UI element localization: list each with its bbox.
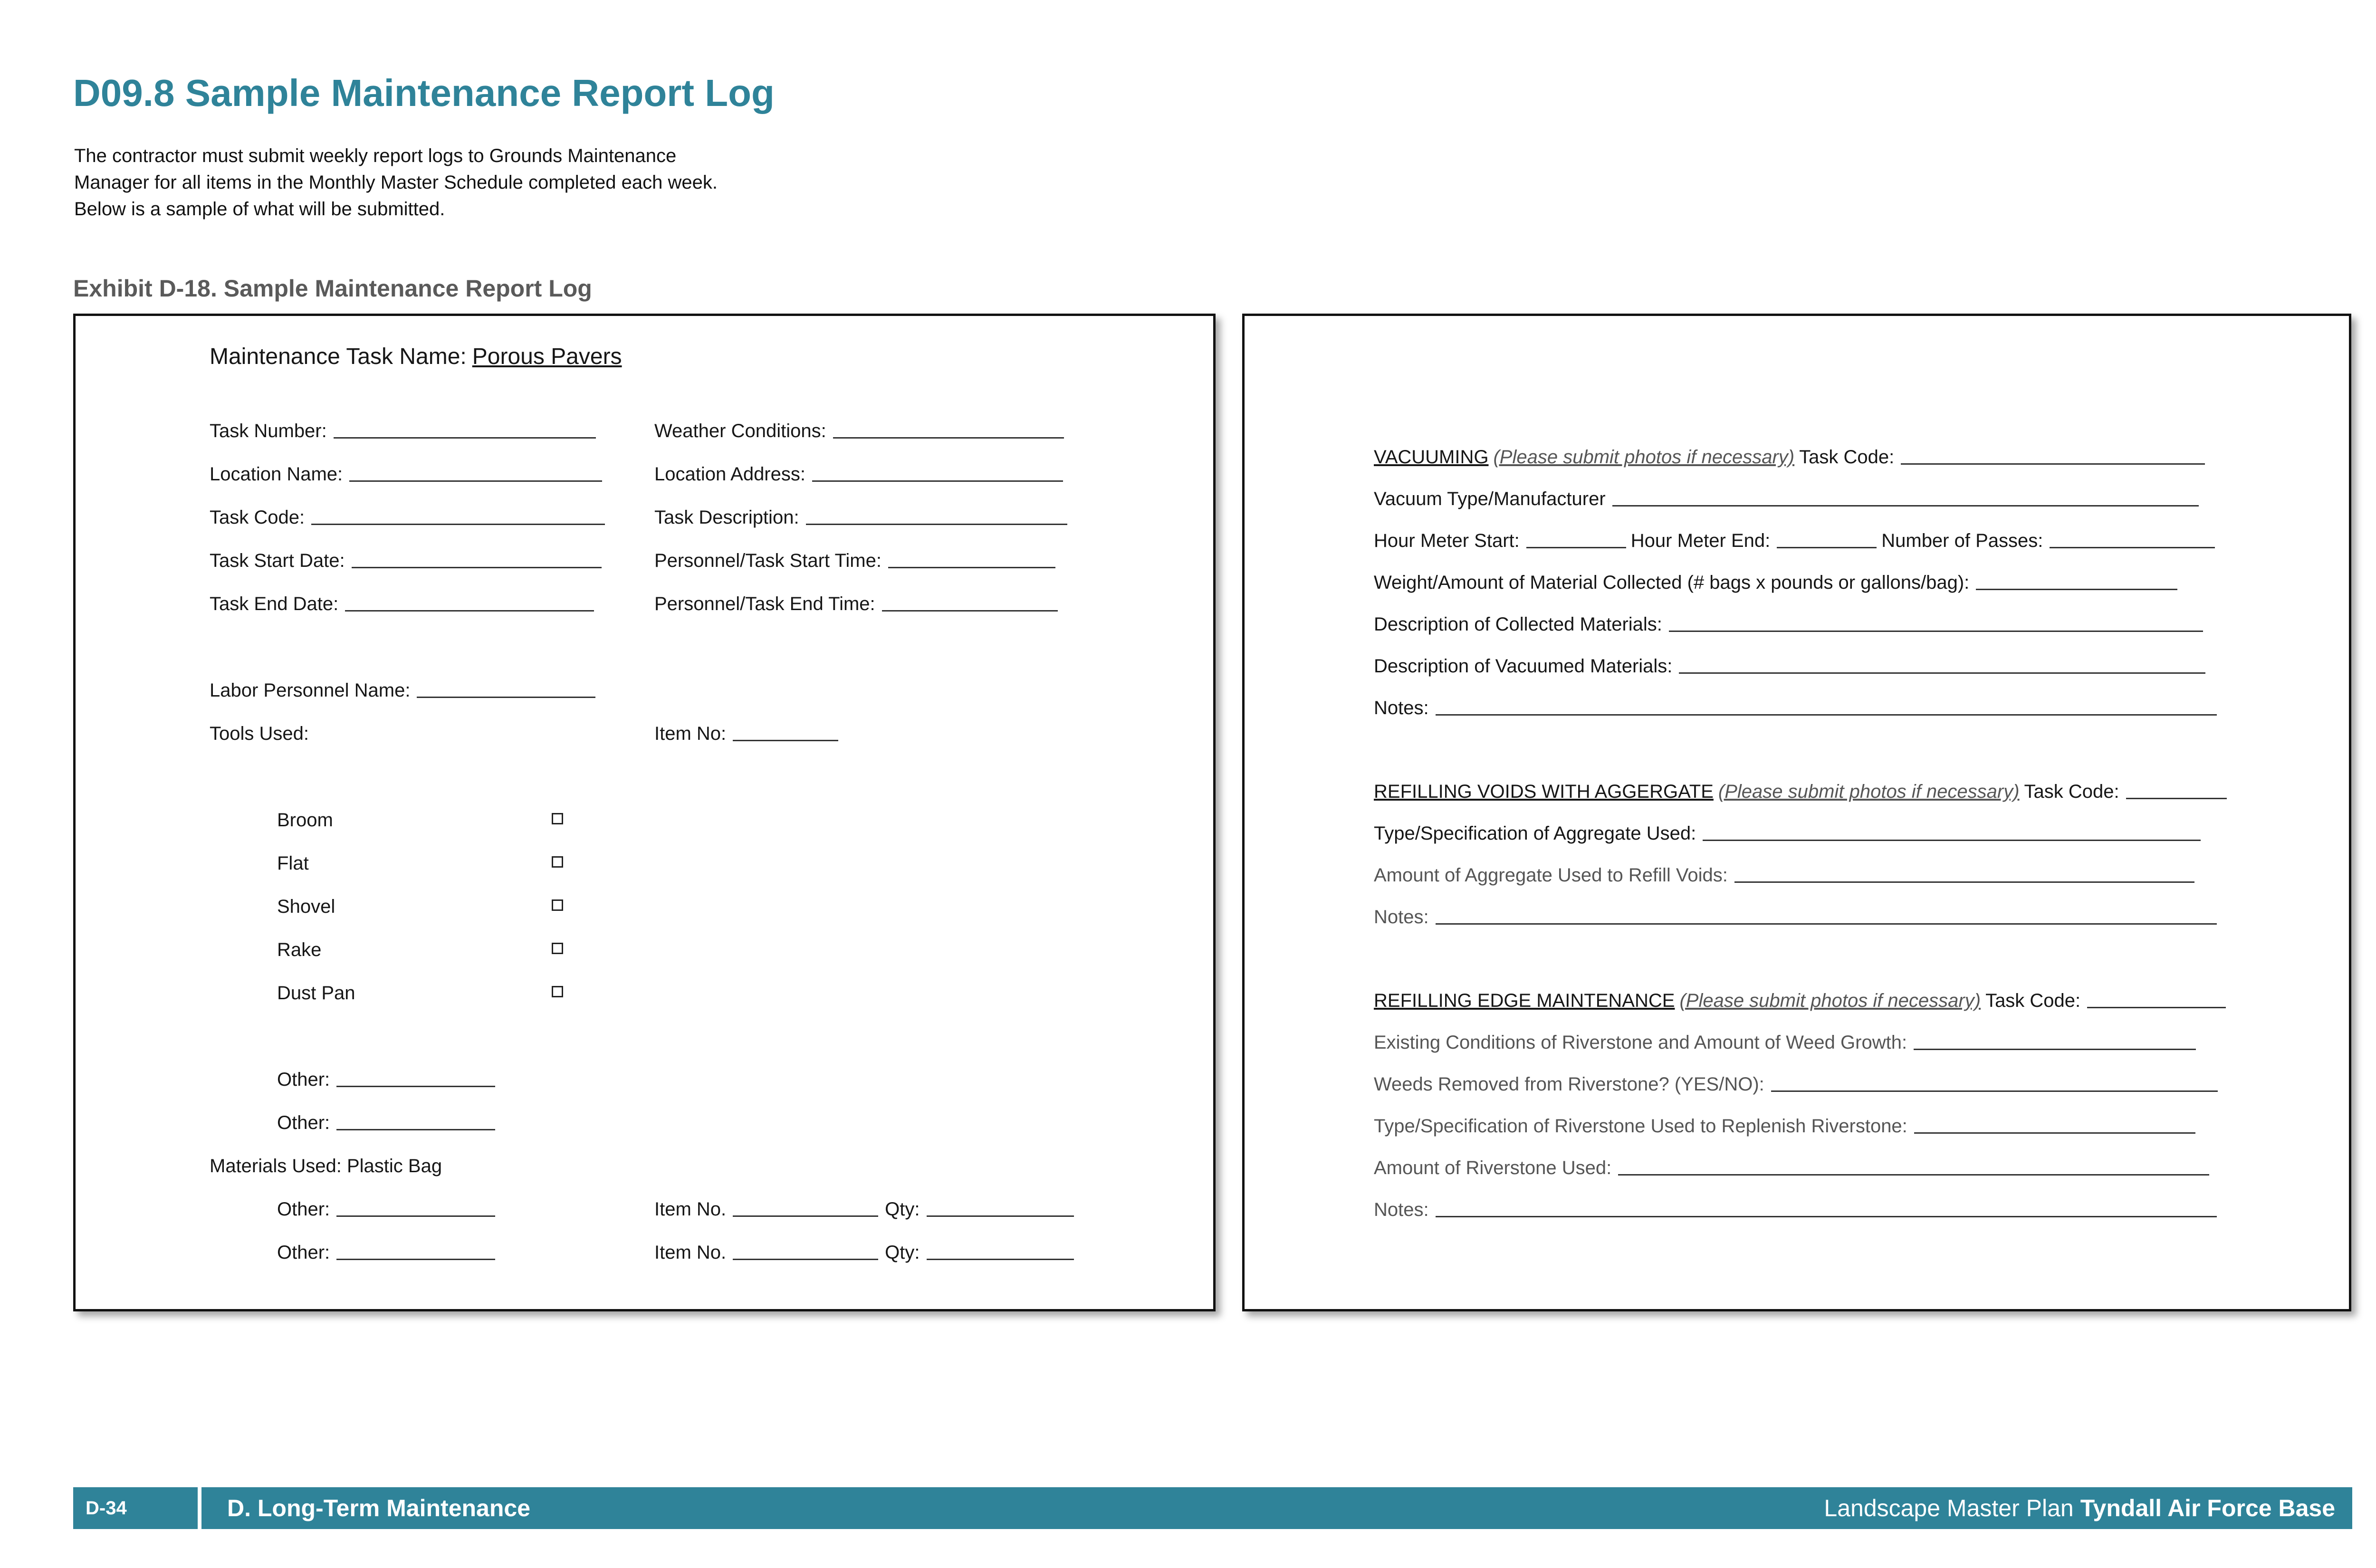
field-label: Notes:: [1374, 1199, 1429, 1220]
field-label: Other:: [277, 1199, 330, 1220]
personnel-end-time-field[interactable]: [654, 594, 1058, 613]
task-description-field[interactable]: [654, 508, 1067, 527]
existing-conditions-field[interactable]: [1374, 1033, 2196, 1052]
photos-note: (Please submit photos if necessary): [1493, 447, 1795, 468]
field-label: Personnel/Task Start Time:: [654, 550, 881, 571]
tool-rake-label: Rake: [277, 939, 322, 960]
material-item-qty-row[interactable]: [654, 1200, 1074, 1219]
field-label: Number of Passes:: [1881, 530, 2043, 551]
tool-broom-label: Broom: [277, 810, 333, 831]
vacuuming-notes-field[interactable]: [1374, 698, 2217, 717]
field-label: Task Description:: [654, 507, 799, 528]
field-label: Task Number:: [210, 421, 327, 441]
task-name-value: Porous Pavers: [472, 344, 622, 369]
personnel-start-time-field[interactable]: [654, 551, 1055, 570]
field-label: Personnel/Task End Time:: [654, 593, 875, 614]
page-heading: D09.8 Sample Maintenance Report Log: [73, 72, 775, 114]
field-label: Notes:: [1374, 698, 1429, 718]
field-label: Task Start Date:: [210, 550, 345, 571]
tool-shovel-checkbox[interactable]: [552, 899, 563, 911]
materials-used-label: Materials Used: Plastic Bag: [210, 1156, 442, 1176]
photos-note: (Please submit photos if necessary): [1679, 990, 1981, 1011]
field-label: Task Code:: [2024, 781, 2119, 802]
refilling-edge-title: REFILLING EDGE MAINTENANCE: [1374, 990, 1675, 1011]
tool-dust-pan-label: Dust Pan: [277, 983, 355, 1004]
tool-dust-pan-checkbox[interactable]: [552, 986, 563, 997]
field-label: Location Name:: [210, 464, 343, 485]
hour-meter-row[interactable]: [1374, 531, 2215, 550]
footer-base-name: Tyndall Air Force Base: [2080, 1495, 2335, 1521]
refilling-voids-notes-field[interactable]: [1374, 908, 2217, 927]
field-label: Notes:: [1374, 907, 1429, 927]
vacuum-type-field[interactable]: [1374, 489, 2199, 508]
field-label: Amount of Riverstone Used:: [1374, 1157, 1612, 1178]
field-label: Task Code:: [210, 507, 305, 528]
field-label: Task Code:: [1799, 447, 1895, 468]
tool-broom-checkbox[interactable]: [552, 813, 563, 824]
field-label: Qty:: [885, 1199, 920, 1220]
aggregate-type-field[interactable]: [1374, 824, 2201, 843]
riverstone-amount-field[interactable]: [1374, 1158, 2209, 1177]
field-label: Weeds Removed from Riverstone? (YES/NO):: [1374, 1074, 1764, 1095]
field-label: Item No.: [654, 1242, 727, 1263]
field-label: Location Address:: [654, 464, 805, 485]
field-label: Other:: [277, 1112, 330, 1133]
riverstone-type-field[interactable]: [1374, 1117, 2195, 1136]
tool-other-field[interactable]: [277, 1113, 495, 1132]
aggregate-amount-field[interactable]: [1374, 866, 2194, 885]
field-label: Labor Personnel Name:: [210, 680, 411, 701]
weight-amount-field[interactable]: [1374, 573, 2177, 592]
field-label: Item No.: [654, 1199, 727, 1220]
task-end-date-field[interactable]: [210, 594, 594, 613]
labor-personnel-field[interactable]: [210, 681, 595, 700]
footer-doc-title: Landscape Master Plan: [1824, 1495, 2074, 1521]
location-address-field[interactable]: [654, 465, 1063, 484]
footer-section-title: D. Long-Term Maintenance: [227, 1495, 531, 1521]
field-label: Hour Meter End:: [1630, 530, 1771, 551]
task-number-field[interactable]: [210, 421, 596, 440]
field-label: Existing Conditions of Riverstone and Amount of Weed Growth:: [1374, 1032, 1907, 1053]
field-label: Other:: [277, 1069, 330, 1090]
intro-line: Manager for all items in the Monthly Master Schedule completed each week.: [74, 172, 718, 193]
task-code-field[interactable]: [210, 508, 605, 527]
footer-document-title: [1824, 1487, 2335, 1529]
field-label: Task End Date:: [210, 593, 339, 614]
intro-paragraph: [74, 143, 882, 222]
field-label: Description of Vacuumed Materials:: [1374, 656, 1673, 677]
task-name-row: [210, 345, 622, 368]
material-other-field[interactable]: [277, 1200, 495, 1219]
field-label: Type/Specification of Riverstone Used to Replenish Riverstone:: [1374, 1116, 1907, 1137]
field-label: Amount of Aggregate Used to Refill Voids:: [1374, 865, 1728, 886]
item-no-field[interactable]: [654, 724, 838, 743]
location-name-field[interactable]: [210, 465, 602, 484]
field-label: Weather Conditions:: [654, 421, 826, 441]
desc-collected-field[interactable]: [1374, 615, 2203, 634]
maintenance-form-left: [73, 314, 1216, 1311]
vacuuming-header-row[interactable]: [1374, 448, 2205, 467]
refilling-edge-notes-field[interactable]: [1374, 1200, 2217, 1219]
field-label: Description of Collected Materials:: [1374, 614, 1662, 635]
field-label: Vacuum Type/Manufacturer: [1374, 488, 1606, 509]
field-label: Item No:: [654, 723, 727, 744]
weather-conditions-field[interactable]: [654, 421, 1064, 440]
field-label: Hour Meter Start:: [1374, 530, 1520, 551]
task-start-date-field[interactable]: [210, 551, 602, 570]
exhibit-title: Exhibit D-18. Sample Maintenance Report Log: [73, 275, 592, 302]
material-other-field[interactable]: [277, 1243, 495, 1262]
field-label: Task Code:: [1985, 990, 2081, 1011]
weeds-removed-field[interactable]: [1374, 1075, 2218, 1094]
tool-rake-checkbox[interactable]: [552, 943, 563, 954]
tool-flat-label: Flat: [277, 853, 309, 874]
field-label: Qty:: [885, 1242, 920, 1263]
field-label: Weight/Amount of Material Collected (# bags x pounds or gallons/bag):: [1374, 572, 1970, 593]
refilling-edge-header-row[interactable]: [1374, 991, 2226, 1010]
tool-shovel-label: Shovel: [277, 896, 335, 917]
photos-note: (Please submit photos if necessary): [1718, 781, 2020, 802]
footer-page-number: D-34: [86, 1497, 127, 1519]
footer-divider: [198, 1487, 201, 1529]
tools-used-label: Tools Used:: [210, 723, 309, 744]
vacuuming-title: VACUUMING: [1374, 447, 1489, 468]
tool-other-field[interactable]: [277, 1070, 495, 1089]
field-label: Other:: [277, 1242, 330, 1263]
intro-line: Below is a sample of what will be submitted.: [74, 199, 445, 220]
intro-line: The contractor must submit weekly report logs to Grounds Maintenance: [74, 145, 677, 166]
material-item-qty-row[interactable]: [654, 1243, 1074, 1262]
task-name-label: Maintenance Task Name:: [210, 344, 467, 369]
maintenance-form-right: [1242, 314, 2351, 1311]
refilling-voids-header-row[interactable]: [1374, 782, 2227, 801]
desc-vacuumed-field[interactable]: [1374, 657, 2205, 676]
field-label: Type/Specification of Aggregate Used:: [1374, 823, 1696, 844]
tool-flat-checkbox[interactable]: [552, 856, 563, 868]
refilling-voids-title: REFILLING VOIDS WITH AGGERGATE: [1374, 781, 1714, 802]
